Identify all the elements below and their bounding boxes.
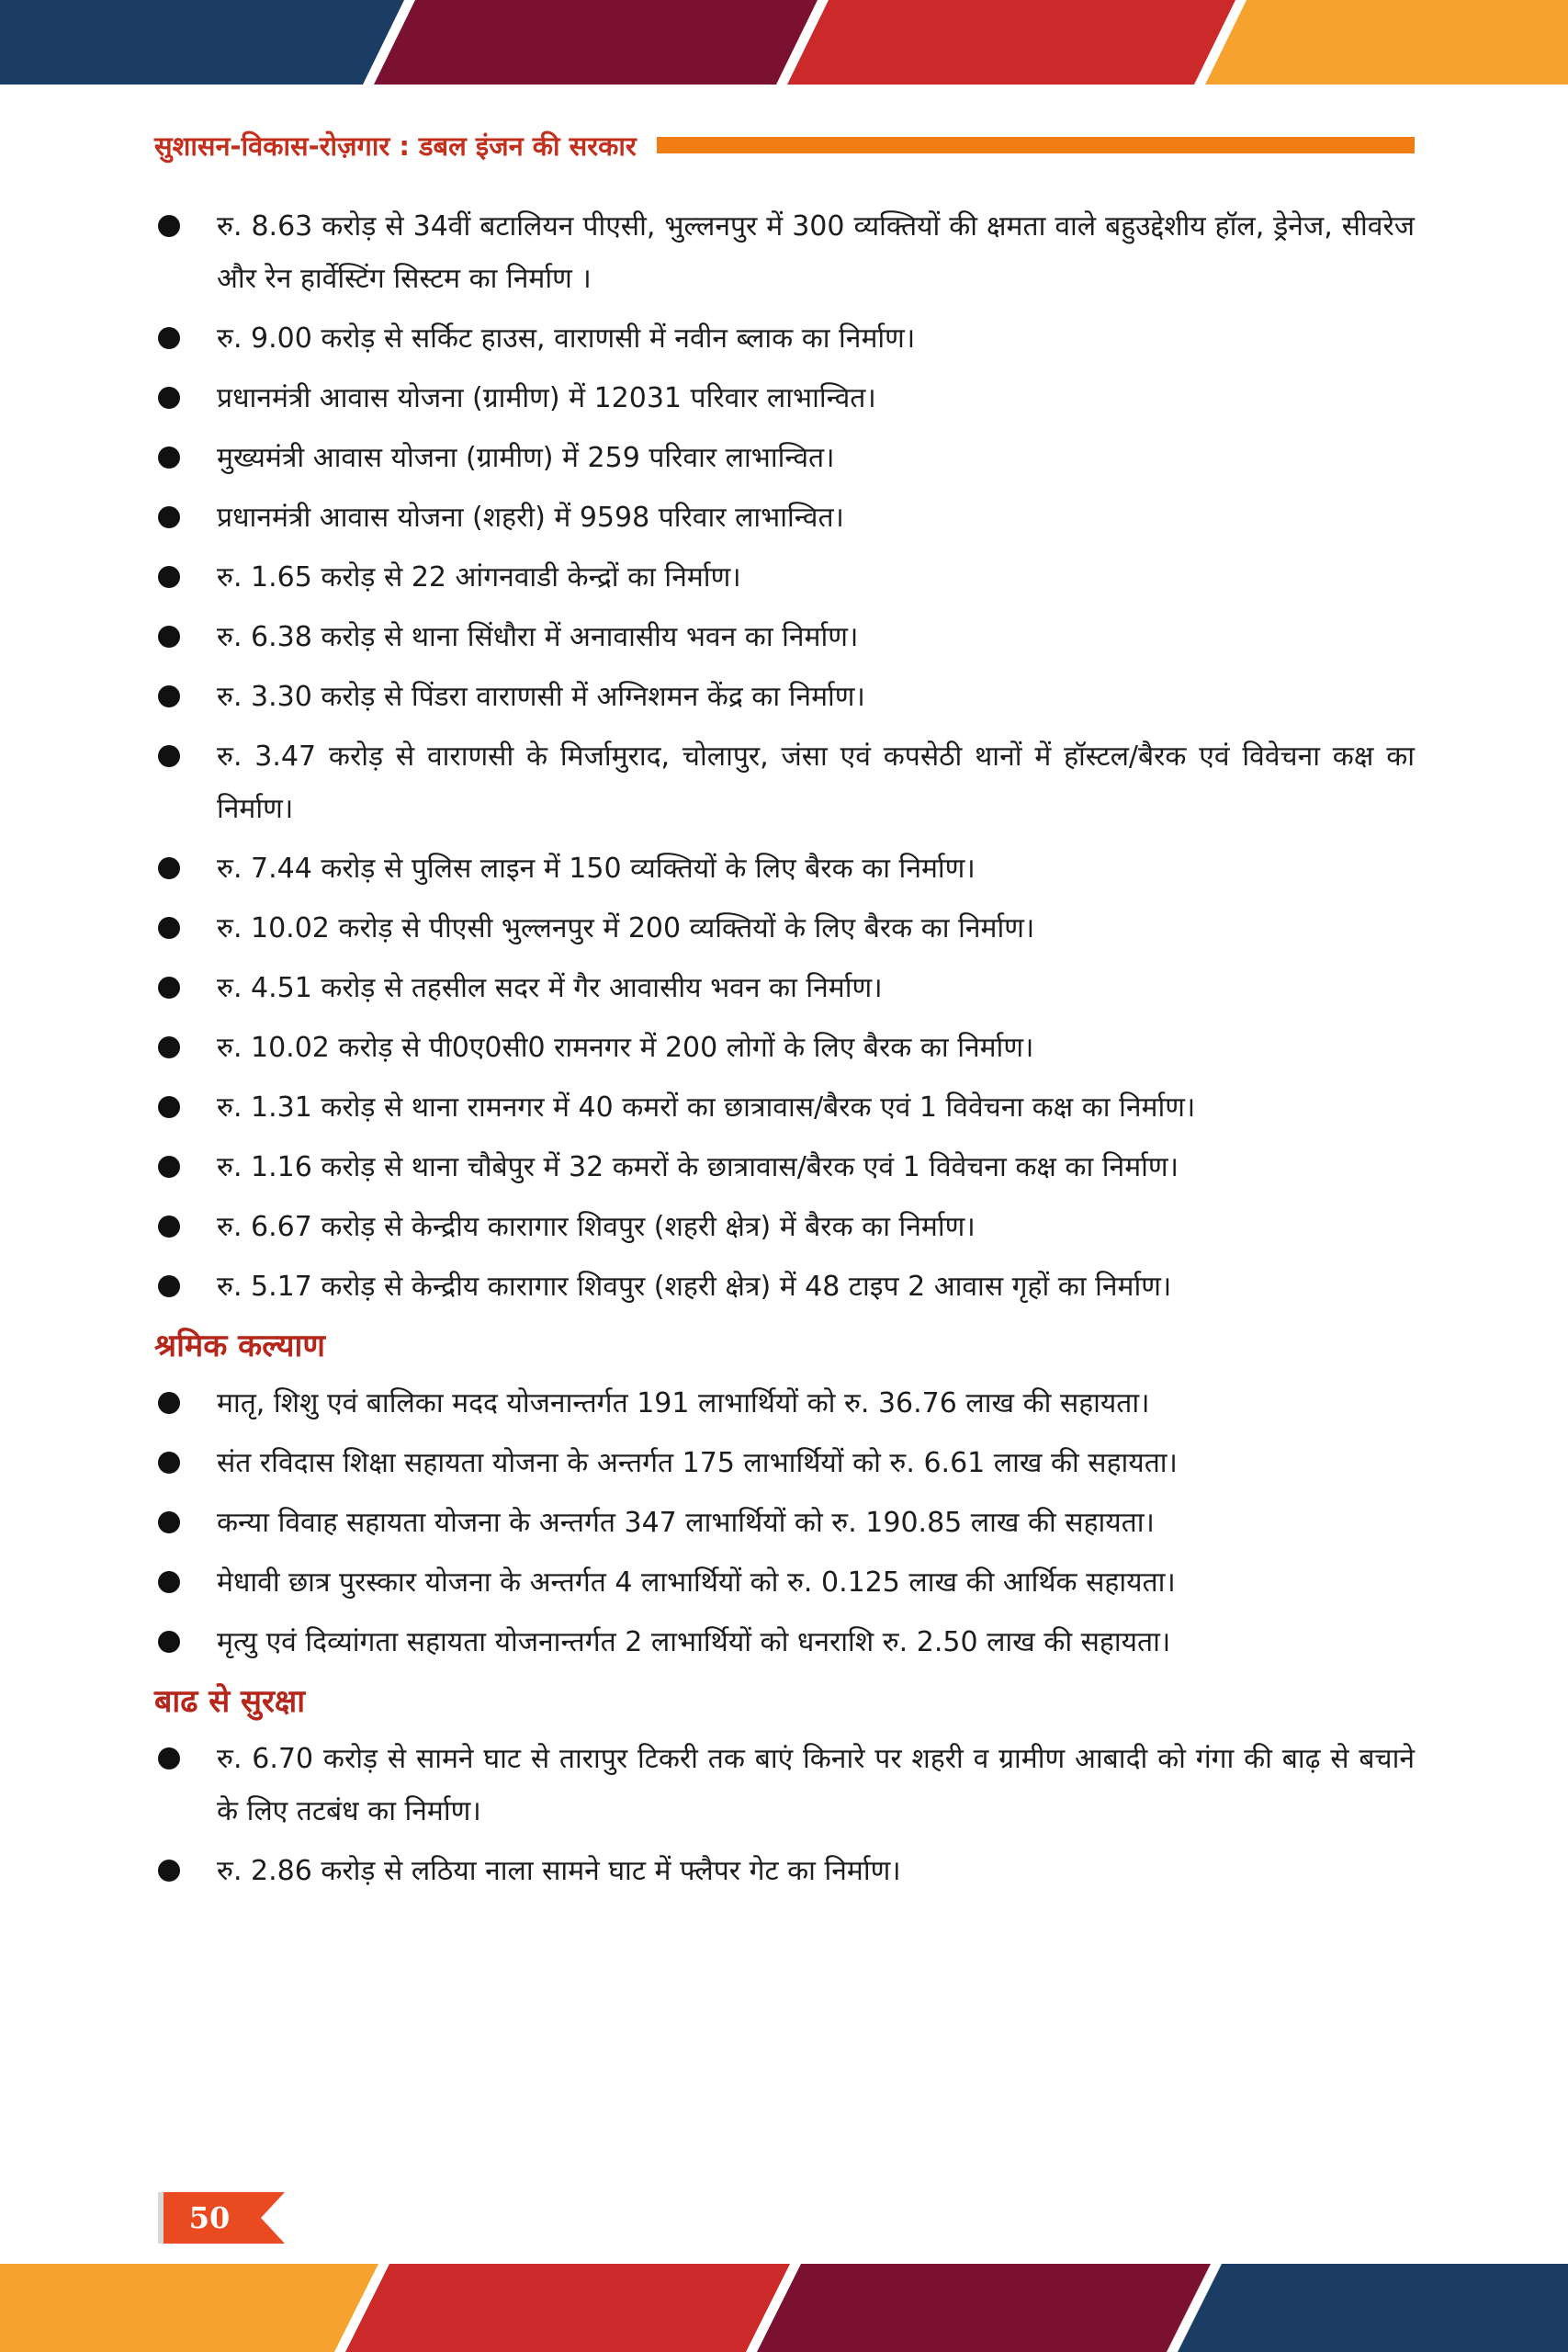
- list-item-text: मातृ, शिशु एवं बालिका मदद योजनान्तर्गत 191 लाभार्थियों को रु. 36.76 लाख की सहायता।: [217, 1387, 1150, 1419]
- list-item-text: संत रविदास शिक्षा सहायता योजना के अन्तर्गत 175 लाभार्थियों को रु. 6.61 लाख की सहायता।: [217, 1447, 1178, 1479]
- list-item: [154, 1377, 1415, 1430]
- top-decorative-band: [0, 0, 1568, 85]
- list-item-text: प्रधानमंत्री आवास योजना (ग्रामीण) में 12031 परिवार लाभान्वित।: [217, 382, 876, 414]
- list-item-text: रु. 7.44 करोड़ से पुलिस लाइन में 150 व्यक्तियों के लिए बैरक का निर्माण।: [217, 853, 976, 885]
- document-body: [154, 200, 1415, 1905]
- list-item: [154, 492, 1415, 544]
- list-item: [154, 1081, 1415, 1134]
- bullet-dot-icon: [158, 917, 180, 939]
- list-item-text: रु. 3.30 करोड़ से पिंडरा वाराणसी में अग्निशमन केंद्र का निर्माण।: [217, 681, 865, 713]
- running-header: [154, 125, 1415, 165]
- list-item-text: रु. 1.16 करोड़ से थाना चौबेपुर में 32 कमरों के छात्रावास/बैरक एवं 1 विवेचना कक्ष का निर्माण।: [217, 1151, 1179, 1183]
- list-item-text: रु. 6.38 करोड़ से थाना सिंधौरा में अनावासीय भवन का निर्माण।: [217, 621, 859, 653]
- bullet-list-infrastructure: [154, 200, 1415, 1313]
- list-item-text: रु. 10.02 करोड़ से पीएसी भुल्लनपुर में 200 व्यक्तियों के लिए बैरक का निर्माण।: [217, 912, 1035, 944]
- list-item-text: रु. 1.65 करोड़ से 22 आंगनवाडी केन्द्रों का निर्माण।: [217, 561, 741, 594]
- list-item: [154, 432, 1415, 484]
- header-rule: [657, 137, 1415, 153]
- section-heading-flood-protection: बाढ से सुरक्षा: [154, 1683, 306, 1720]
- bullet-dot-icon: [158, 857, 180, 879]
- list-item-text: कन्या विवाह सहायता योजना के अन्तर्गत 347 लाभार्थियों को रु. 190.85 लाख की सहायता।: [217, 1507, 1155, 1539]
- bullet-dot-icon: [158, 327, 180, 349]
- bullet-dot-icon: [158, 685, 180, 707]
- bullet-dot-icon: [158, 1452, 180, 1474]
- list-item-text: रु. 1.31 करोड़ से थाना रामनगर में 40 कमरों का छात्रावास/बैरक एवं 1 विवेचना कक्ष का निर्माण।: [217, 1091, 1196, 1124]
- list-item: [154, 1141, 1415, 1193]
- bullet-dot-icon: [158, 1156, 180, 1178]
- list-item-text: रु. 8.63 करोड़ से 34वीं बटालियन पीएसी, भुल्लनपुर में 300 व्यक्तियों की क्षमता वाले बहुउद्देशीय हॉल, ड्रेनेज, सीवरेज और रेन हार्वेस्टिंग सिस्टम का निर्माण ।: [217, 210, 1415, 295]
- list-item: [154, 671, 1415, 723]
- list-item-text: रु. 4.51 करोड़ से तहसील सदर में गैर आवासीय भवन का निर्माण।: [217, 972, 883, 1004]
- list-item-text: रु. 6.70 करोड़ से सामने घाट से तारापुर टिकरी तक बाएं किनारे पर शहरी व ग्रामीण आबादी को गंगा की बाढ़ से बचाने के लिए तटबंध का निर्माण।: [217, 1743, 1415, 1827]
- list-item-text: रु. 2.86 करोड़ से लठिया नाला सामने घाट में फ्लैपर गेट का निर्माण।: [217, 1855, 901, 1887]
- list-item: [154, 1261, 1415, 1313]
- page-number: 50: [188, 2200, 231, 2235]
- bullet-dot-icon: [158, 1036, 180, 1058]
- list-item-text: मुख्यमंत्री आवास योजना (ग्रामीण) में 259 परिवार लाभान्वित।: [217, 442, 835, 474]
- bullet-dot-icon: [158, 447, 180, 469]
- list-item: [154, 1556, 1415, 1609]
- bullet-dot-icon: [158, 215, 180, 237]
- list-item: [154, 842, 1415, 895]
- header-title: सुशासन-विकास-रोज़गार : डबल इंजन की सरकार: [154, 130, 637, 162]
- bullet-dot-icon: [158, 506, 180, 528]
- bullet-dot-icon: [158, 1275, 180, 1297]
- list-item: [154, 1616, 1415, 1668]
- bullet-dot-icon: [158, 1747, 180, 1770]
- list-item: [154, 312, 1415, 365]
- bullet-dot-icon: [158, 745, 180, 767]
- bullet-dot-icon: [158, 1571, 180, 1593]
- list-item-text: मेधावी छात्र पुरस्कार योजना के अन्तर्गत 4 लाभार्थियों को रु. 0.125 लाख की आर्थिक सहायता।: [217, 1566, 1176, 1599]
- list-item: [154, 551, 1415, 604]
- list-item-text: प्रधानमंत्री आवास योजना (शहरी) में 9598 परिवार लाभान्वित।: [217, 502, 844, 534]
- list-item-text: मृत्यु एवं दिव्यांगता सहायता योजनान्तर्गत 2 लाभार्थियों को धनराशि रु. 2.50 लाख की सहायता।: [217, 1626, 1171, 1658]
- bullet-dot-icon: [158, 1631, 180, 1653]
- list-item-text: रु. 6.67 करोड़ से केन्द्रीय कारागार शिवपुर (शहरी क्षेत्र) में बैरक का निर्माण।: [217, 1211, 976, 1243]
- bullet-dot-icon: [158, 387, 180, 409]
- list-item-text: रु. 5.17 करोड़ से केन्द्रीय कारागार शिवपुर (शहरी क्षेत्र) में 48 टाइप 2 आवास गृहों का निर्माण।: [217, 1271, 1172, 1303]
- list-item: [154, 372, 1415, 424]
- bullet-list-labour-welfare: [154, 1377, 1415, 1668]
- list-item: [154, 200, 1415, 305]
- bullet-dot-icon: [158, 1860, 180, 1882]
- list-item: [154, 962, 1415, 1014]
- list-item: [154, 1201, 1415, 1253]
- page-number-tab: [158, 2192, 285, 2244]
- list-item: [154, 611, 1415, 663]
- bullet-list-flood-protection: [154, 1733, 1415, 1897]
- list-item: [154, 902, 1415, 955]
- list-item: [154, 1022, 1415, 1074]
- list-item: [154, 1845, 1415, 1897]
- list-item-text: रु. 10.02 करोड़ से पी0ए0सी0 रामनगर में 200 लोगों के लिए बैरक का निर्माण।: [217, 1032, 1034, 1064]
- bullet-dot-icon: [158, 1216, 180, 1238]
- list-item: [154, 1437, 1415, 1489]
- list-item-text: रु. 9.00 करोड़ से सर्किट हाउस, वाराणसी में नवीन ब्लाक का निर्माण।: [217, 322, 916, 355]
- list-item-text: रु. 3.47 करोड़ से वाराणसी के मिर्जामुराद, चोलापुर, जंसा एवं कपसेठी थानों में हॉस्टल/बैरक एवं विवेचना कक्ष का निर्माण।: [217, 741, 1415, 825]
- bullet-dot-icon: [158, 566, 180, 588]
- bullet-dot-icon: [158, 1392, 180, 1414]
- bullet-dot-icon: [158, 626, 180, 648]
- list-item: [154, 1733, 1415, 1838]
- bottom-decorative-band: [0, 2264, 1568, 2352]
- bullet-dot-icon: [158, 1511, 180, 1533]
- list-item: [154, 730, 1415, 835]
- list-item: [154, 1497, 1415, 1549]
- bullet-dot-icon: [158, 1096, 180, 1118]
- bullet-dot-icon: [158, 977, 180, 999]
- section-heading-labour-welfare: श्रमिक कल्याण: [154, 1328, 325, 1364]
